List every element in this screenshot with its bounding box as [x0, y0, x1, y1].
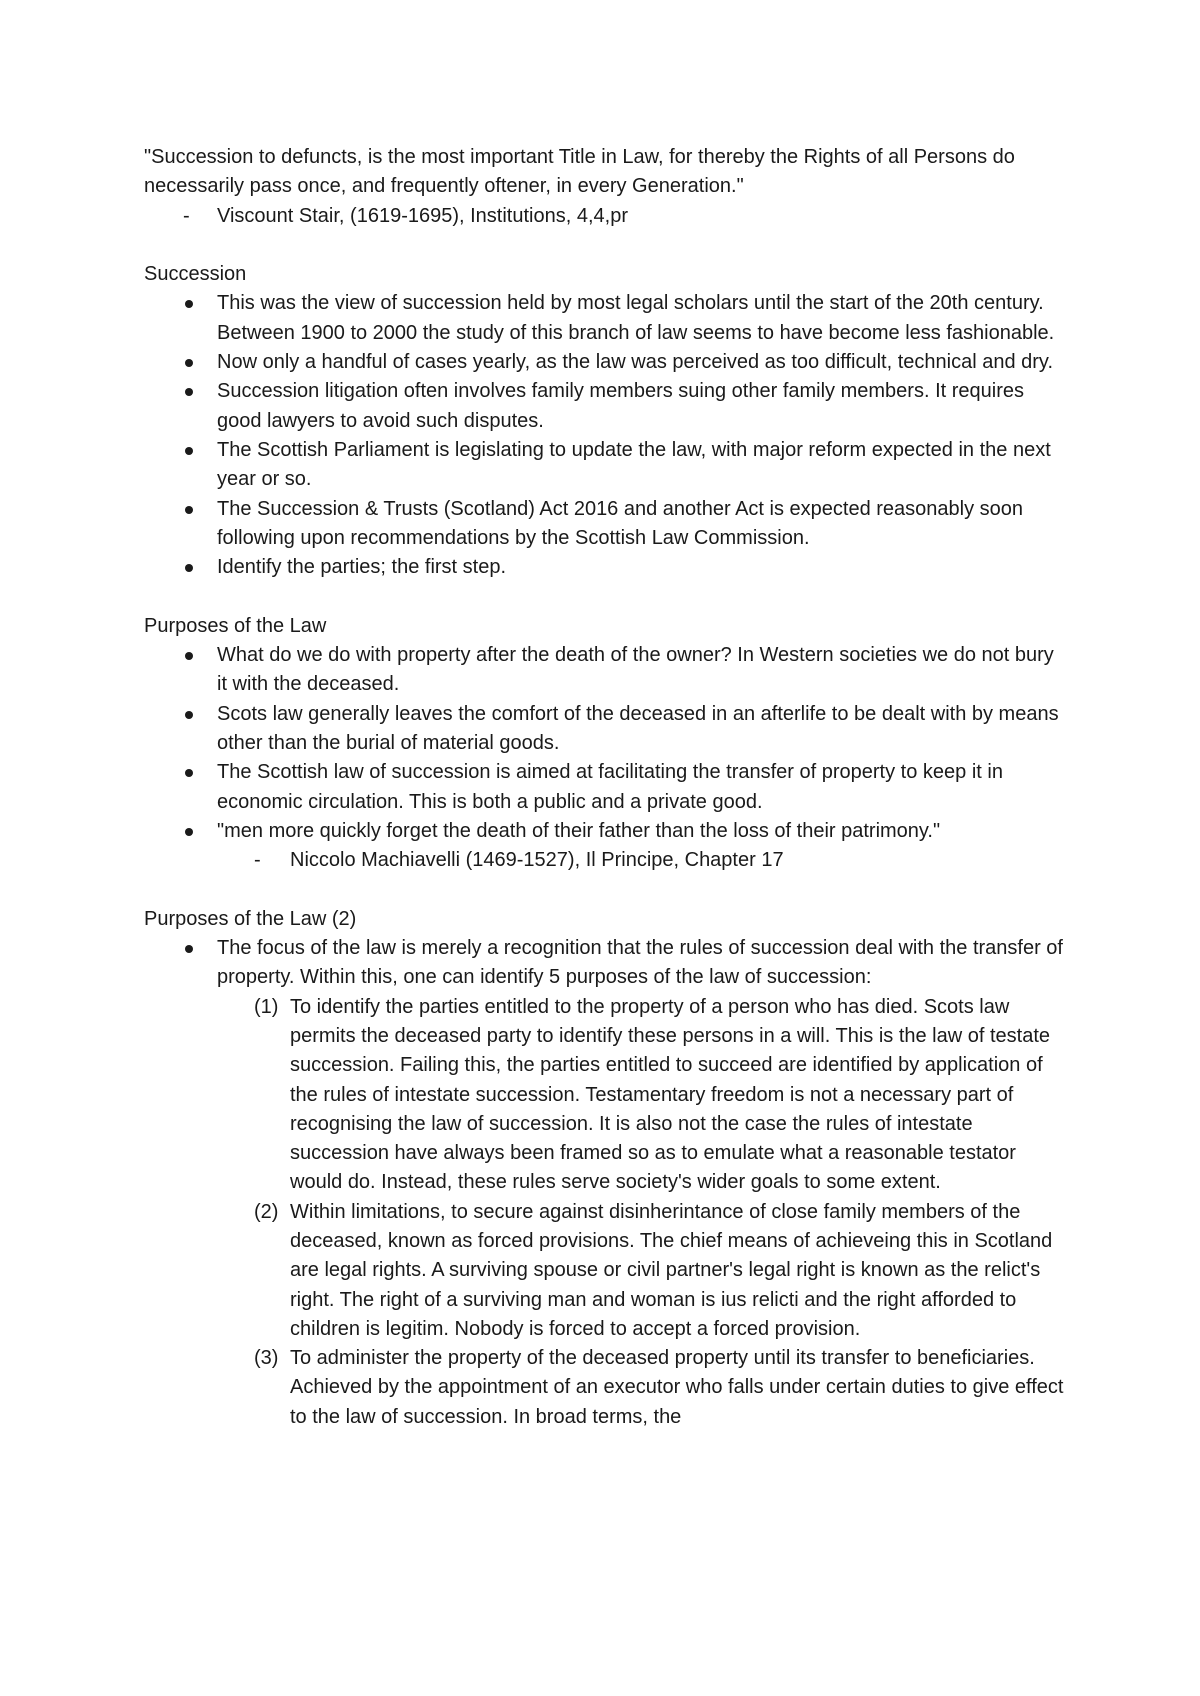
bullet-icon	[185, 652, 193, 660]
bullet-icon	[185, 564, 193, 572]
list-item: What do we do with property after the death of the owner? In Western societies we do not bury it with the deceased.	[144, 641, 1064, 700]
heading-purposes-2: Purposes of the Law (2)	[144, 907, 357, 930]
bullet-icon	[185, 359, 193, 367]
bullet-icon	[185, 711, 193, 719]
bullet-icon	[185, 945, 193, 953]
attribution-dash: -	[183, 204, 190, 227]
attribution-text: Viscount Stair, (1619-1695), Institutions, 4,4,pr	[217, 204, 628, 227]
item-number: (3)	[254, 1347, 279, 1370]
purposes-list	[144, 641, 1064, 846]
bullet-icon	[185, 828, 193, 836]
item-text: To administer the property of the deceased property until its transfer to beneficiaries. Achieved by the appointment of an executor who falls under certain duties to give effect to the law of succession. In broad terms, the	[290, 1347, 1064, 1428]
attribution-dash: -	[254, 849, 261, 872]
bullet-icon	[185, 506, 193, 514]
bullet-icon	[185, 447, 193, 455]
numbered-item	[144, 1344, 1064, 1432]
item-text: To identify the parties entitled to the property of a person who has died. Scots law permits the deceased party to identify these persons in a will. This is the law of testate succession. Failing this, the parties entitled to succeed are identified by application of the rules of intestate succession. Testamentary freedom is not a necessary part of recognising the law of succession. It is also not the case the rules of intestate succession have always been framed so as to emulate what a reasonable testator would do. Instead, these rules serve society's wider goals to some extent.	[290, 995, 1051, 1194]
list-item: The focus of the law is merely a recognition that the rules of succession deal with the transfer of property. Within this, one can identify 5 purposes of the law of succession:	[144, 934, 1064, 993]
document-page	[144, 143, 1064, 1432]
numbered-item	[144, 993, 1064, 1198]
opening-quote-attribution	[144, 202, 1064, 231]
list-item: Succession litigation often involves family members suing other family members. It requires good lawyers to avoid such disputes.	[144, 377, 1064, 436]
numbered-item	[144, 1198, 1064, 1344]
list-item: Identify the parties; the first step.	[144, 553, 1064, 582]
list-item: The Scottish Parliament is legislating to update the law, with major reform expected in the next year or so.	[144, 436, 1064, 495]
purposes-numbered-list	[144, 993, 1064, 1432]
item-number: (2)	[254, 1200, 279, 1223]
bullet-icon	[185, 388, 193, 396]
heading-succession: Succession	[144, 263, 247, 286]
spacer	[144, 582, 1064, 611]
item-text: Within limitations, to secure against disinherintance of close family members of the deceased, known as forced provisions. The chief means of achieveing this in Scotland are legal rights. A surviving spouse or civil partner's legal right is known as the relict's right. The right of a surviving man and woman is ius relicti and the right afforded to children is legitim. Nobody is forced to accept a forced provision.	[290, 1200, 1053, 1340]
spacer	[144, 231, 1064, 260]
succession-list	[144, 289, 1064, 582]
heading-purposes: Purposes of the Law	[144, 614, 327, 637]
spacer	[144, 875, 1064, 904]
list-item: "men more quickly forget the death of their father than the loss of their patrimony."	[144, 817, 1064, 846]
machiavelli-attribution	[144, 846, 1064, 875]
list-item: Now only a handful of cases yearly, as the law was perceived as too difficult, technical and dry.	[144, 348, 1064, 377]
list-item: The Scottish law of succession is aimed at facilitating the transfer of property to keep it in economic circulation. This is both a public and a private good.	[144, 758, 1064, 817]
item-number: (1)	[254, 995, 279, 1018]
opening-quote: "Succession to defuncts, is the most important Title in Law, for thereby the Rights of all Persons do necessarily pass once, and frequently oftener, in every Generation."	[144, 146, 1015, 198]
bullet-icon	[185, 769, 193, 777]
purposes2-list	[144, 934, 1064, 993]
attribution-text: Niccolo Machiavelli (1469-1527), Il Principe, Chapter 17	[290, 849, 784, 872]
bullet-icon	[185, 300, 193, 308]
list-item: Scots law generally leaves the comfort of the deceased in an afterlife to be dealt with by means other than the burial of material goods.	[144, 700, 1064, 759]
list-item: The Succession & Trusts (Scotland) Act 2016 and another Act is expected reasonably soon following upon recommendations by the Scottish Law Commission.	[144, 495, 1064, 554]
list-item: This was the view of succession held by most legal scholars until the start of the 20th century. Between 1900 to 2000 the study of this branch of law seems to have become less fashionable.	[144, 289, 1064, 348]
